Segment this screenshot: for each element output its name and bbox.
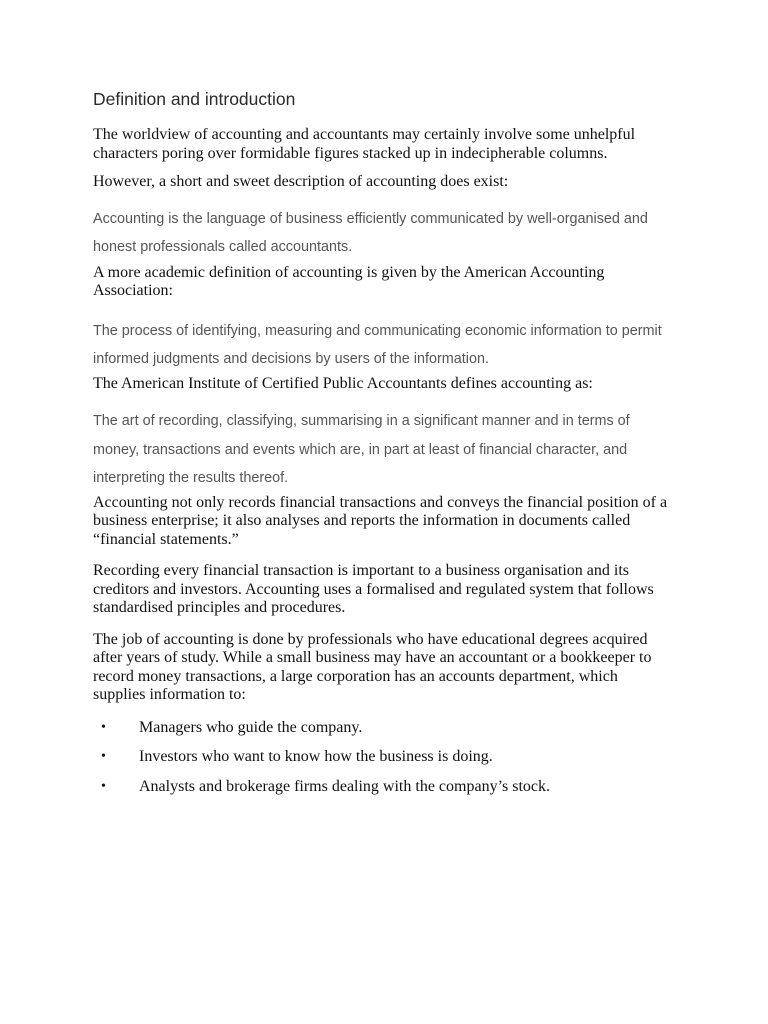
bullet-icon: • <box>101 719 106 735</box>
document-page <box>93 86 673 796</box>
description-lead-paragraph: However, a short and sweet description of accounting does exist: <box>93 173 509 190</box>
recording-paragraph: Recording every financial transaction is important to a business organisation and its creditors and investors. Accounting uses a formalised and regulated system that follows standardised principles and procedures. <box>93 562 654 616</box>
bullet-icon: • <box>101 749 106 764</box>
intro-paragraph: The worldview of accounting and accountants may certainly involve some unhelpful characters poring over formidable figures stacked up in indecipherable columns. <box>93 126 636 162</box>
definition-quote-3: The art of recording, classifying, summarising in a significant manner and in terms of money, transactions and events which are, in part at least of financial character, and interpreting the results thereof. <box>93 413 630 486</box>
list-item-text: Analysts and brokerage firms dealing with the company’s stock. <box>139 777 551 795</box>
list-item <box>93 778 673 797</box>
list-item-text: Managers who guide the company. <box>139 718 363 736</box>
financial-statements-paragraph: Accounting not only records financial transactions and conveys the financial position of a business enterprise; it also analyses and reports the information in documents called “financial statements.” <box>93 493 668 548</box>
list-item-text: Investors who want to know how the business is doing. <box>139 748 493 765</box>
definition-quote-2: The process of identifying, measuring and communicating economic information to permit informed judgments and decisions by users of the information. <box>93 322 662 367</box>
aaa-lead-paragraph: A more academic definition of accounting is given by the American Accounting Association: <box>93 263 605 299</box>
bullet-icon: • <box>101 778 106 794</box>
aicpa-lead-paragraph: The American Institute of Certified Public Accountants defines accounting as: <box>93 374 593 392</box>
list-item <box>93 719 673 738</box>
page-title: Definition and introduction <box>93 89 296 109</box>
information-users-list <box>93 719 673 797</box>
job-of-accounting-paragraph: The job of accounting is done by professionals who have educational degrees acquired after years of study. While a small business may have an accountant or a bookkeeper to record money transactions, a large corporation has an accounts department, which supplies information to: <box>93 630 652 703</box>
definition-quote-1: Accounting is the language of business efficiently communicated by well-organised and honest professionals called accountants. <box>93 210 648 255</box>
list-item <box>93 748 673 767</box>
